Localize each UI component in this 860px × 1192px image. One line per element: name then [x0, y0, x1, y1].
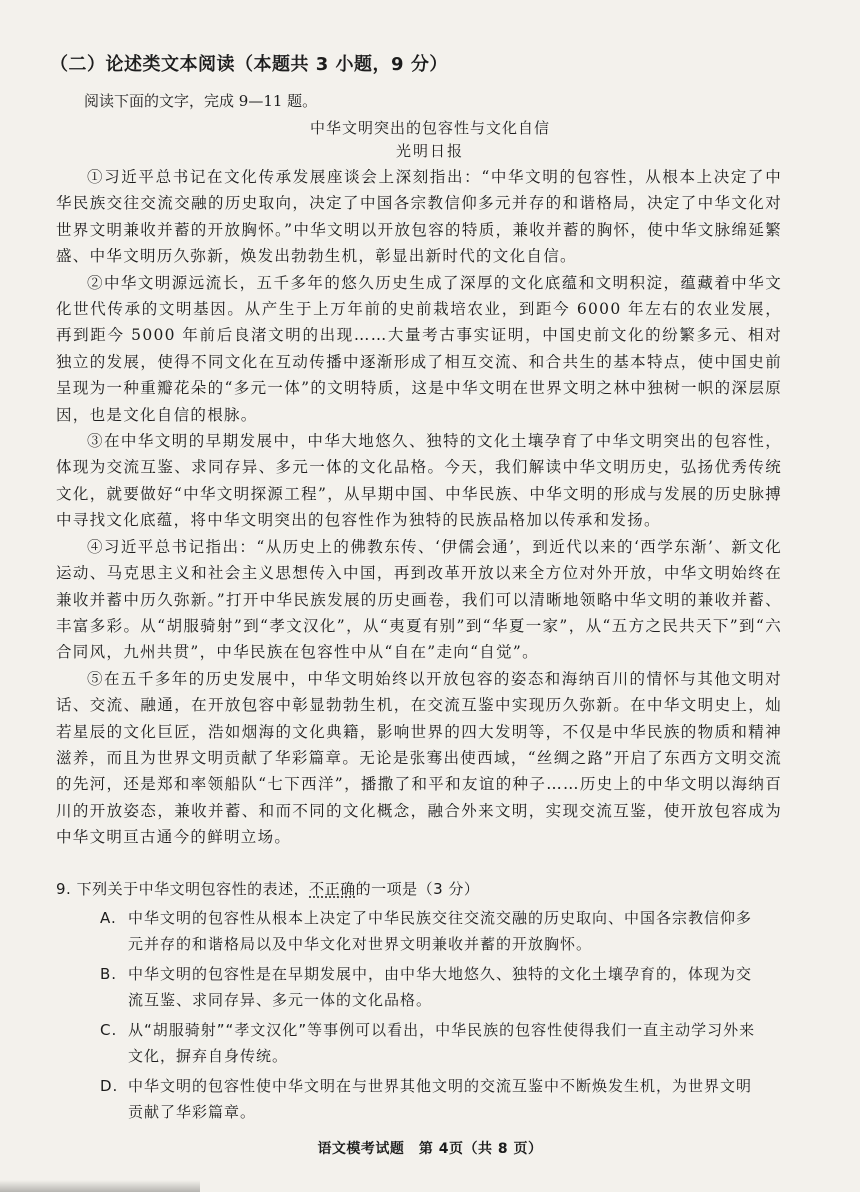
- question-9: [56, 876, 796, 1129]
- option-b[interactable]: [56, 961, 796, 1013]
- article-source: 光明日报: [395, 142, 464, 160]
- option-text: 从“胡服骑射”“孝文汉化”等事例可以看出，中华民族的包容性使得我们一直主动学习外来文化，摒弃自身传统。: [128, 1021, 756, 1065]
- question-stem: [56, 876, 796, 902]
- page-footer: 语文模考试题 第 4页（共 8 页）: [317, 1141, 543, 1157]
- section-heading: （二）论述类文本阅读（本题共 3 小题，9 分）: [50, 54, 448, 75]
- option-letter: B.: [100, 965, 118, 983]
- option-a[interactable]: [56, 905, 796, 957]
- option-letter: A.: [100, 909, 117, 927]
- option-text: 中华文明的包容性是在早期发展中，由中华大地悠久、独特的文化土壤孕育的，体现为交流互鉴、求同存异、多元一体的文化品格。: [128, 965, 753, 1009]
- option-text: 中华文明的包容性使中华文明在与世界其他文明的交流互鉴中不断焕发生机，为世界文明贡献了华彩篇章。: [128, 1077, 753, 1121]
- paragraph-2: ②中华文明源远流长，五千多年的悠久历史生成了深厚的文化底蕴和文明积淀，蕴藏着中华文化世代传承的文明基因。从产生于上万年前的史前栽培农业，到距今 6000 年左右的农业发展，再到距今 5000 年前后良渚文明的出现……大量考古事实证明，中国史前文化的纷繁多元、相对独立的发展，使得不同文化在互动传播中逐渐形成了相互交流、和合共生的基本特点，使中国史前呈现为一种重瓣花朵的“多元一体”的文明特质，这是中华文明在世界文明之林中独树一帜的深层原因，也是文化自信的根脉。: [56, 273, 782, 424]
- paragraph-1: ①习近平总书记在文化传承发展座谈会上深刻指出：“中华文明的包容性，从根本上决定了中华民族交往交流交融的历史取向，决定了中国各宗教信仰多元并存的和谐格局，决定了中华文化对世界文明兼收并蓄的开放胸怀。”中华文明以开放包容的特质，兼收并蓄的胸怀，使中华文脉绵延繁盛、中华文明历久弥新，焕发出勃勃生机，彰显出新时代的文化自信。: [56, 168, 782, 266]
- question-stem-start: 9. 下列关于中华文明包容性的表述，: [56, 880, 310, 898]
- option-letter: C.: [100, 1021, 118, 1039]
- option-c[interactable]: [56, 1017, 796, 1069]
- paragraph-4: ④习近平总书记指出：“从历史上的佛教东传、‘伊儒会通’，到近代以来的‘西学东渐’、新文化运动、马克思主义和社会主义思想传入中国，再到改革开放以来全方位对外开放，中华文明始终在兼收并蓄中历久弥新。”打开中华民族发展的历史画卷，我们可以清晰地领略中华文明的兼收并蓄、丰富多彩。从“胡服骑射”到“孝文汉化”，从“夷夏有别”到“华夏一家”，从“五方之民共天下”到“六合同风，九州共贯”，中华民族在包容性中从“自在”走向“自觉”。: [56, 537, 782, 662]
- reading-instruction: 阅读下面的文字，完成 9—11 题。: [84, 92, 318, 110]
- option-text: 中华文明的包容性从根本上决定了中华民族交往交流交融的历史取向、中国各宗教信仰多元并存的和谐格局以及中华文化对世界文明兼收并蓄的开放胸怀。: [128, 909, 753, 953]
- paragraph-3: ③在中华文明的早期发展中，中华大地悠久、独特的文化土壤孕育了中华文明突出的包容性，体现为交流互鉴、求同存异、多元一体的文化品格。今天，我们解读中华文明历史，弘扬优秀传统文化，就要做好“中华文明探源工程”，从早期中国、中华民族、中华文明的形成与发展的历史脉搏中寻找文化底蕴，将中华文明突出的包容性作为独特的民族品格加以传承和发扬。: [56, 432, 782, 530]
- option-letter: D.: [100, 1077, 119, 1095]
- article-title: 中华文明突出的包容性与文化自信: [309, 119, 550, 137]
- question-stem-emphasis: 不正确: [309, 880, 356, 898]
- article-body: [56, 164, 782, 851]
- scan-edge-shadow: [0, 1180, 200, 1192]
- paragraph-5: ⑤在五千多年的历史发展中，中华文明始终以开放包容的姿态和海纳百川的情怀与其他文明对话、交流、融通，在开放包容中彰显勃勃生机，在交流互鉴中实现历久弥新。在中华文明史上，灿若星辰的文化巨匠，浩如烟海的文化典籍，影响世界的四大发明等，不仅是中华民族的物质和精神滋养，而且为世界文明贡献了华彩篇章。无论是张骞出使西域，“丝绸之路”开启了东西方文明交流的先河，还是郑和率领船队“七下西洋”，播撒了和平和友谊的种子……历史上的中华文明以海纳百川的开放姿态，兼收并蓄、和而不同的文化概念，融合外来文明，实现交流互鉴，使开放包容成为中华文明亘古通今的鲜明立场。: [56, 669, 782, 847]
- question-stem-end: 的一项是（3 分）: [355, 880, 480, 898]
- option-d[interactable]: [56, 1073, 796, 1125]
